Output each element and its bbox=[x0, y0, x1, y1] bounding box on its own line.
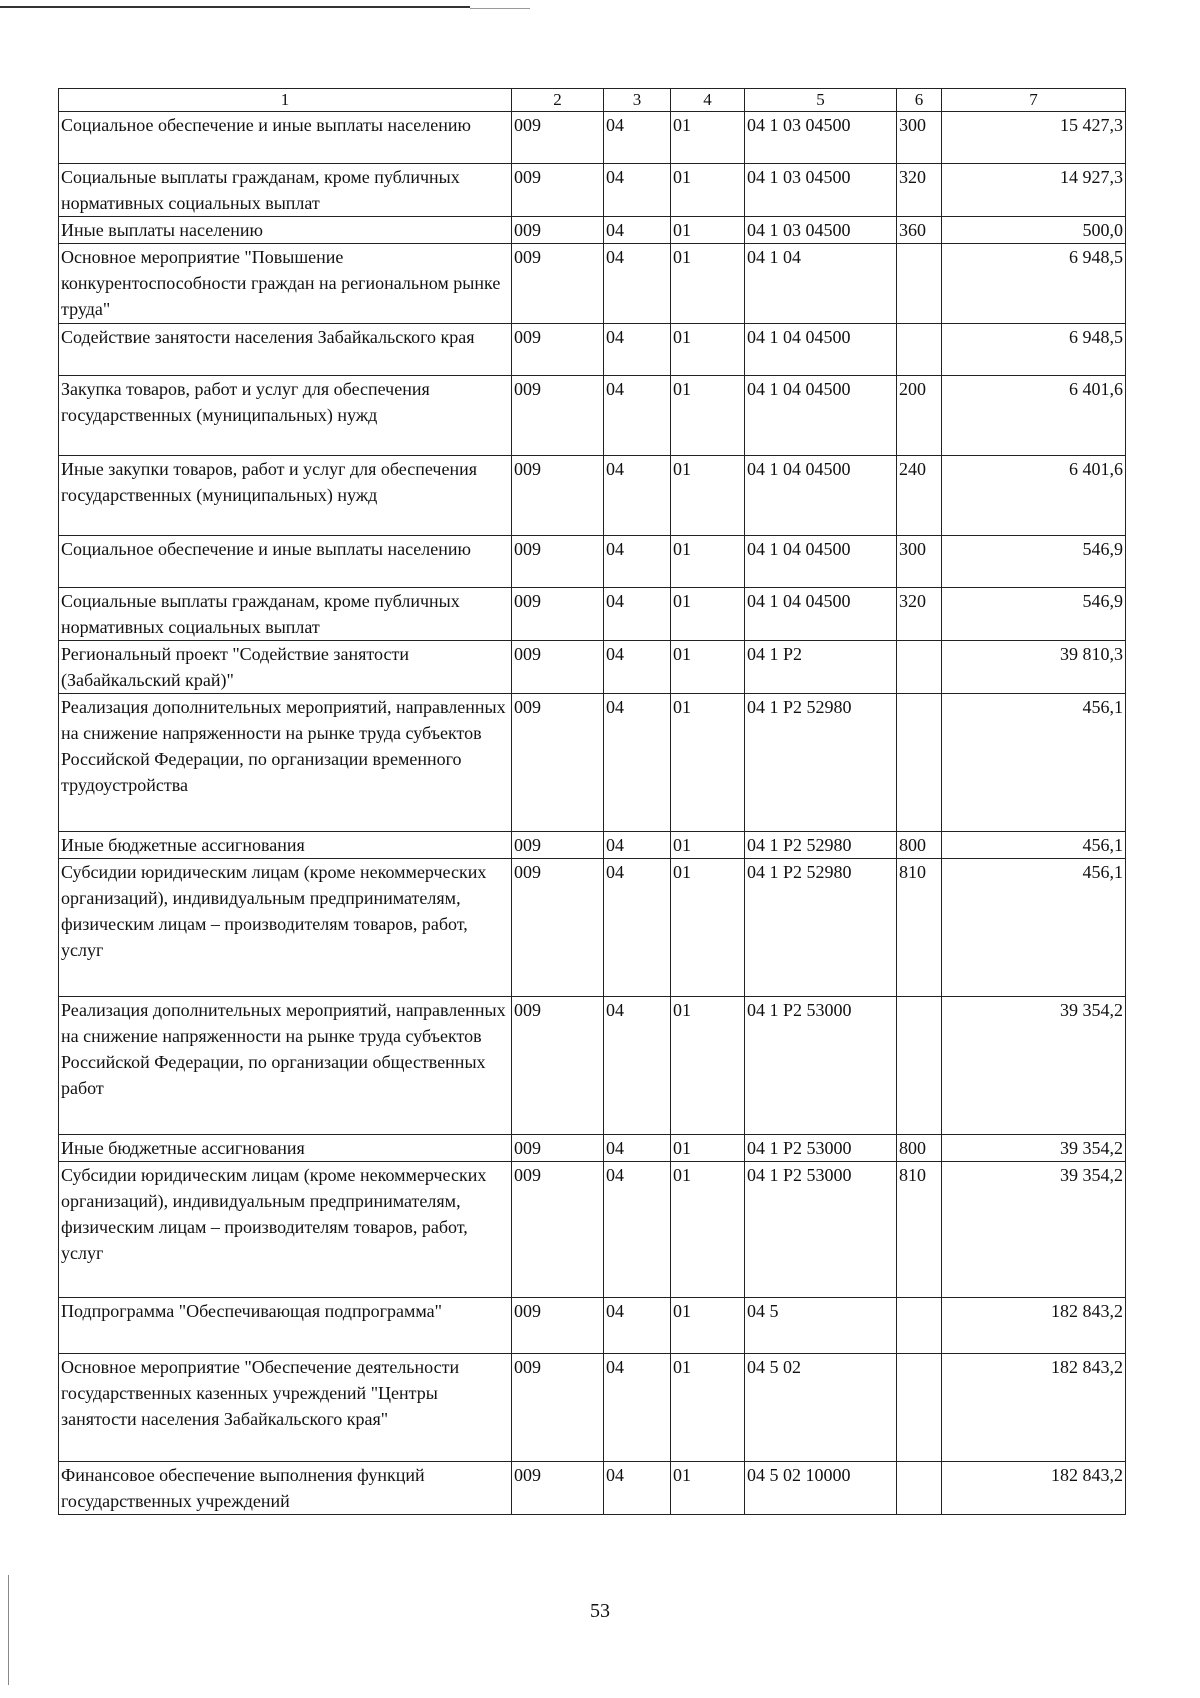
row-admin-code: 009 bbox=[512, 832, 604, 859]
table-row bbox=[59, 324, 1126, 376]
row-subsection-code: 01 bbox=[671, 217, 745, 244]
row-target-code: 04 1 04 04500 bbox=[745, 588, 897, 641]
row-target-code: 04 5 bbox=[745, 1298, 897, 1354]
row-admin-code: 009 bbox=[512, 1462, 604, 1515]
row-expense-type bbox=[897, 641, 942, 694]
row-admin-code: 009 bbox=[512, 456, 604, 536]
row-name: Финансовое обеспечение выполнения функций государственных учреждений bbox=[59, 1462, 512, 1515]
row-section-code: 04 bbox=[604, 244, 671, 324]
table-row bbox=[59, 997, 1126, 1135]
row-amount: 39 810,3 bbox=[942, 641, 1126, 694]
row-section-code: 04 bbox=[604, 1162, 671, 1298]
row-amount: 182 843,2 bbox=[942, 1298, 1126, 1354]
table-row bbox=[59, 1462, 1126, 1515]
row-amount: 456,1 bbox=[942, 694, 1126, 832]
row-subsection-code: 01 bbox=[671, 1135, 745, 1162]
row-name: Социальные выплаты гражданам, кроме публичных нормативных социальных выплат bbox=[59, 164, 512, 217]
row-admin-code: 009 bbox=[512, 324, 604, 376]
row-target-code: 04 5 02 bbox=[745, 1354, 897, 1462]
row-target-code: 04 1 P2 53000 bbox=[745, 997, 897, 1135]
row-expense-type: 300 bbox=[897, 536, 942, 588]
column-header-5: 5 bbox=[745, 89, 897, 112]
row-target-code: 04 1 P2 53000 bbox=[745, 1162, 897, 1298]
table-row bbox=[59, 456, 1126, 536]
column-header-7: 7 bbox=[942, 89, 1126, 112]
row-amount: 6 401,6 bbox=[942, 456, 1126, 536]
row-section-code: 04 bbox=[604, 1135, 671, 1162]
scan-edge-line bbox=[0, 6, 470, 8]
row-target-code: 04 1 04 04500 bbox=[745, 376, 897, 456]
row-subsection-code: 01 bbox=[671, 641, 745, 694]
row-name: Содействие занятости населения Забайкальского края bbox=[59, 324, 512, 376]
row-name: Закупка товаров, работ и услуг для обеспечения государственных (муниципальных) нужд bbox=[59, 376, 512, 456]
row-section-code: 04 bbox=[604, 588, 671, 641]
table-row bbox=[59, 832, 1126, 859]
scan-edge-line-faint bbox=[470, 8, 530, 9]
row-section-code: 04 bbox=[604, 536, 671, 588]
table-row bbox=[59, 1135, 1126, 1162]
row-subsection-code: 01 bbox=[671, 112, 745, 164]
row-name: Субсидии юридическим лицам (кроме некоммерческих организаций), индивидуальным предпринимателям, физическим лицам – производителям товаров, работ, услуг bbox=[59, 1162, 512, 1298]
table-row bbox=[59, 641, 1126, 694]
row-admin-code: 009 bbox=[512, 1162, 604, 1298]
row-target-code: 04 1 03 04500 bbox=[745, 164, 897, 217]
row-subsection-code: 01 bbox=[671, 1162, 745, 1298]
row-section-code: 04 bbox=[604, 112, 671, 164]
row-subsection-code: 01 bbox=[671, 164, 745, 217]
row-subsection-code: 01 bbox=[671, 1462, 745, 1515]
column-header-6: 6 bbox=[897, 89, 942, 112]
row-name: Основное мероприятие "Обеспечение деятельности государственных казенных учреждений "Центры занятости населения Забайкальского края" bbox=[59, 1354, 512, 1462]
table-row bbox=[59, 859, 1126, 997]
row-amount: 6 948,5 bbox=[942, 324, 1126, 376]
row-expense-type: 800 bbox=[897, 832, 942, 859]
row-expense-type bbox=[897, 1298, 942, 1354]
row-target-code: 04 1 04 bbox=[745, 244, 897, 324]
row-admin-code: 009 bbox=[512, 1354, 604, 1462]
row-admin-code: 009 bbox=[512, 1298, 604, 1354]
row-target-code: 04 1 04 04500 bbox=[745, 324, 897, 376]
row-section-code: 04 bbox=[604, 641, 671, 694]
row-amount: 546,9 bbox=[942, 536, 1126, 588]
row-target-code: 04 1 P2 bbox=[745, 641, 897, 694]
row-expense-type bbox=[897, 694, 942, 832]
row-name: Региональный проект "Содействие занятости (Забайкальский край)" bbox=[59, 641, 512, 694]
row-amount: 6 401,6 bbox=[942, 376, 1126, 456]
row-name: Подпрограмма "Обеспечивающая подпрограмма" bbox=[59, 1298, 512, 1354]
row-admin-code: 009 bbox=[512, 859, 604, 997]
row-subsection-code: 01 bbox=[671, 1354, 745, 1462]
row-name: Иные закупки товаров, работ и услуг для обеспечения государственных (муниципальных) нужд bbox=[59, 456, 512, 536]
row-expense-type: 810 bbox=[897, 859, 942, 997]
row-expense-type bbox=[897, 997, 942, 1135]
budget-table bbox=[58, 88, 1126, 1515]
row-subsection-code: 01 bbox=[671, 997, 745, 1135]
row-expense-type: 200 bbox=[897, 376, 942, 456]
row-name: Социальные выплаты гражданам, кроме публичных нормативных социальных выплат bbox=[59, 588, 512, 641]
table-row bbox=[59, 588, 1126, 641]
row-amount: 456,1 bbox=[942, 859, 1126, 997]
column-header-2: 2 bbox=[512, 89, 604, 112]
row-amount: 456,1 bbox=[942, 832, 1126, 859]
row-amount: 15 427,3 bbox=[942, 112, 1126, 164]
row-name: Реализация дополнительных мероприятий, направленных на снижение напряженности на рынке труда субъектов Российской Федерации, по организации временного трудоустройства bbox=[59, 694, 512, 832]
row-expense-type: 810 bbox=[897, 1162, 942, 1298]
row-target-code: 04 1 04 04500 bbox=[745, 456, 897, 536]
row-expense-type bbox=[897, 244, 942, 324]
row-amount: 14 927,3 bbox=[942, 164, 1126, 217]
row-name: Иные бюджетные ассигнования bbox=[59, 832, 512, 859]
row-subsection-code: 01 bbox=[671, 588, 745, 641]
table-row bbox=[59, 376, 1126, 456]
row-expense-type bbox=[897, 1354, 942, 1462]
row-subsection-code: 01 bbox=[671, 244, 745, 324]
row-subsection-code: 01 bbox=[671, 694, 745, 832]
table-row bbox=[59, 112, 1126, 164]
row-admin-code: 009 bbox=[512, 164, 604, 217]
table-header-row bbox=[59, 89, 1126, 112]
row-section-code: 04 bbox=[604, 997, 671, 1135]
row-admin-code: 009 bbox=[512, 244, 604, 324]
row-section-code: 04 bbox=[604, 1298, 671, 1354]
row-amount: 6 948,5 bbox=[942, 244, 1126, 324]
row-admin-code: 009 bbox=[512, 997, 604, 1135]
row-target-code: 04 1 03 04500 bbox=[745, 217, 897, 244]
row-expense-type: 300 bbox=[897, 112, 942, 164]
row-name: Реализация дополнительных мероприятий, направленных на снижение напряженности на рынке труда субъектов Российской Федерации, по организации общественных работ bbox=[59, 997, 512, 1135]
row-subsection-code: 01 bbox=[671, 859, 745, 997]
row-amount: 546,9 bbox=[942, 588, 1126, 641]
table-row bbox=[59, 1298, 1126, 1354]
row-subsection-code: 01 bbox=[671, 536, 745, 588]
row-admin-code: 009 bbox=[512, 376, 604, 456]
row-section-code: 04 bbox=[604, 324, 671, 376]
row-admin-code: 009 bbox=[512, 641, 604, 694]
row-admin-code: 009 bbox=[512, 1135, 604, 1162]
row-section-code: 04 bbox=[604, 1462, 671, 1515]
row-section-code: 04 bbox=[604, 456, 671, 536]
row-subsection-code: 01 bbox=[671, 324, 745, 376]
table-row bbox=[59, 536, 1126, 588]
row-subsection-code: 01 bbox=[671, 456, 745, 536]
row-target-code: 04 1 P2 52980 bbox=[745, 859, 897, 997]
row-name: Социальное обеспечение и иные выплаты населению bbox=[59, 112, 512, 164]
row-expense-type: 240 bbox=[897, 456, 942, 536]
row-section-code: 04 bbox=[604, 1354, 671, 1462]
row-amount: 39 354,2 bbox=[942, 1162, 1126, 1298]
row-amount: 39 354,2 bbox=[942, 997, 1126, 1135]
row-expense-type: 800 bbox=[897, 1135, 942, 1162]
row-section-code: 04 bbox=[604, 217, 671, 244]
row-target-code: 04 1 P2 52980 bbox=[745, 694, 897, 832]
row-admin-code: 009 bbox=[512, 694, 604, 832]
row-name: Иные бюджетные ассигнования bbox=[59, 1135, 512, 1162]
table-row bbox=[59, 244, 1126, 324]
table-row bbox=[59, 217, 1126, 244]
row-section-code: 04 bbox=[604, 832, 671, 859]
row-section-code: 04 bbox=[604, 164, 671, 217]
row-expense-type: 320 bbox=[897, 164, 942, 217]
row-subsection-code: 01 bbox=[671, 376, 745, 456]
scan-margin-mark bbox=[8, 1575, 9, 1685]
row-section-code: 04 bbox=[604, 694, 671, 832]
column-header-3: 3 bbox=[604, 89, 671, 112]
row-name: Субсидии юридическим лицам (кроме некоммерческих организаций), индивидуальным предпринимателям, физическим лицам – производителям товаров, работ, услуг bbox=[59, 859, 512, 997]
row-amount: 500,0 bbox=[942, 217, 1126, 244]
row-admin-code: 009 bbox=[512, 217, 604, 244]
row-amount: 182 843,2 bbox=[942, 1462, 1126, 1515]
row-target-code: 04 1 P2 52980 bbox=[745, 832, 897, 859]
row-admin-code: 009 bbox=[512, 536, 604, 588]
column-header-4: 4 bbox=[671, 89, 745, 112]
row-amount: 39 354,2 bbox=[942, 1135, 1126, 1162]
row-section-code: 04 bbox=[604, 859, 671, 997]
row-subsection-code: 01 bbox=[671, 1298, 745, 1354]
row-expense-type bbox=[897, 1462, 942, 1515]
row-name: Иные выплаты населению bbox=[59, 217, 512, 244]
row-admin-code: 009 bbox=[512, 112, 604, 164]
row-target-code: 04 1 03 04500 bbox=[745, 112, 897, 164]
row-target-code: 04 1 04 04500 bbox=[745, 536, 897, 588]
table-row bbox=[59, 1162, 1126, 1298]
row-amount: 182 843,2 bbox=[942, 1354, 1126, 1462]
row-target-code: 04 5 02 10000 bbox=[745, 1462, 897, 1515]
row-target-code: 04 1 P2 53000 bbox=[745, 1135, 897, 1162]
row-expense-type bbox=[897, 324, 942, 376]
row-subsection-code: 01 bbox=[671, 832, 745, 859]
table-row bbox=[59, 1354, 1126, 1462]
row-section-code: 04 bbox=[604, 376, 671, 456]
page-number: 53 bbox=[590, 1600, 610, 1622]
row-admin-code: 009 bbox=[512, 588, 604, 641]
table-row bbox=[59, 164, 1126, 217]
row-name: Основное мероприятие "Повышение конкурентоспособности граждан на региональном рынке труда" bbox=[59, 244, 512, 324]
row-name: Социальное обеспечение и иные выплаты населению bbox=[59, 536, 512, 588]
column-header-1: 1 bbox=[59, 89, 512, 112]
table-row bbox=[59, 694, 1126, 832]
row-expense-type: 360 bbox=[897, 217, 942, 244]
row-expense-type: 320 bbox=[897, 588, 942, 641]
